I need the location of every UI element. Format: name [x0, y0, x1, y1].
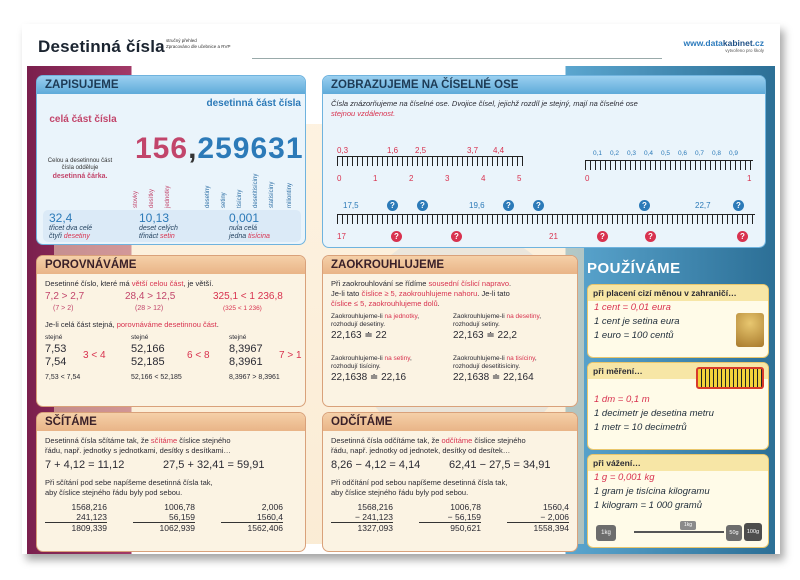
compare-2-note: (28 > 12) — [135, 305, 164, 312]
case-text: Zaokrouhlujeme-li — [331, 313, 385, 320]
site-suffix: .cz — [752, 38, 764, 48]
column-value: − 56,159 — [419, 512, 481, 523]
weight-icon: 50g — [726, 525, 742, 541]
column-calc — [45, 502, 107, 533]
site-link[interactable] — [684, 38, 764, 48]
group-2 — [131, 333, 221, 383]
panel-porovnavame — [36, 255, 306, 407]
numberline-fraction-ticks — [585, 160, 753, 170]
case-text: , — [417, 313, 420, 320]
card-line: 1 dm = 0,1 m — [594, 394, 650, 405]
example-text: jedna — [229, 233, 249, 240]
card-line: 1 g = 0,001 kg — [594, 472, 655, 483]
question-mark-icon: ? — [533, 200, 544, 211]
place-label: setiny — [221, 192, 227, 208]
case-text: , — [534, 355, 537, 362]
addition-column-rule: Při sčítání pod sebe napíšeme desetinná čísla tak, — [45, 478, 213, 487]
group-result: 3 < 4 — [83, 350, 106, 361]
numberline-long-label: 17,5 — [343, 201, 359, 210]
question-mark-icon: ? — [503, 200, 514, 211]
fraction-label: 0,1 — [593, 150, 603, 157]
case-text: , — [410, 355, 412, 362]
example-unit: tisícina — [248, 233, 270, 240]
column-value: 1006,78 — [164, 502, 195, 512]
fraction-label: 0,4 — [644, 150, 654, 157]
card-currency — [587, 284, 769, 358]
header — [38, 37, 768, 61]
addition-columns — [45, 502, 297, 544]
panel-pouzivame — [583, 260, 771, 550]
rule-highlight: číslice ≤ 5, zaokrouhlujeme dolů — [331, 299, 438, 308]
subtraction-rule — [331, 436, 569, 446]
rule-text: číslice stejného — [472, 436, 526, 445]
rule-text: Je-li tato — [331, 289, 362, 298]
example-text: čtyři — [49, 233, 64, 240]
fraction-label: 0,7 — [695, 150, 705, 157]
numberline-long-label: 22,7 — [695, 201, 711, 210]
example-number: 10,13 — [139, 211, 170, 225]
panel-zaokrouhlujeme — [322, 255, 578, 407]
subtraction-body — [323, 431, 577, 549]
compare-examples — [45, 292, 297, 320]
column-result: 950,621 — [450, 523, 481, 533]
rule-text: číslice stejného — [177, 436, 231, 445]
place-label: desítky — [149, 188, 155, 208]
column-result: 1327,093 — [357, 523, 393, 533]
numberline-label: 2,5 — [415, 146, 427, 155]
example-text: nula celá — [229, 225, 258, 232]
addition-body — [37, 431, 305, 549]
case-highlight: na desetiny — [506, 313, 540, 320]
column-result: 1062,939 — [159, 523, 195, 533]
numberline-long-integer: 17 — [337, 232, 346, 241]
rounding-case-1 — [331, 313, 449, 343]
card-line: 1 gram je tisícina kilogramu — [594, 486, 710, 497]
compare-3-note: (325 < 1 236) — [223, 305, 262, 312]
compare-1: 7,2 > 2,7 — [45, 291, 85, 302]
group-3 — [229, 333, 306, 383]
numberline-label: 3,7 — [467, 146, 479, 155]
group-value: 7,54 — [45, 356, 67, 368]
case-result: 22,163 ≐ 22 — [331, 330, 387, 341]
rule-2 — [45, 320, 297, 330]
example-2 — [139, 212, 178, 241]
rule-text: . — [216, 320, 219, 329]
panel-zobrazujeme — [322, 75, 766, 248]
rule-text: . Je-li tato — [477, 289, 510, 298]
question-mark-icon: ? — [391, 231, 402, 242]
numberline-integer: 0 — [337, 174, 342, 183]
numberline-integer: 2 — [409, 174, 414, 183]
group-value: 8,3967 — [229, 343, 263, 355]
panel-title: ZOBRAZUJEME NA ČÍSELNÉ OSE — [323, 76, 765, 94]
whole-part-label: celá část čísla — [49, 114, 117, 125]
rule-text: Desetinné číslo, které má — [45, 279, 132, 288]
panel-title: POROVNÁVÁME — [37, 256, 305, 274]
question-mark-icon: ? — [733, 200, 744, 211]
rounding-rule — [331, 279, 569, 289]
rounding-case-3 — [331, 355, 449, 385]
group-result: 7 > 1 — [279, 350, 302, 361]
place-label: tisíciny — [237, 189, 243, 208]
decimal-compare — [45, 333, 302, 395]
column-result: 1558,394 — [533, 523, 569, 533]
column-result: 1562,406 — [247, 523, 283, 533]
card-heading: při měření… — [588, 363, 768, 379]
example-3 — [229, 212, 270, 241]
worksheet — [22, 24, 780, 554]
fraction-label: 0,5 — [661, 150, 671, 157]
subtraction-column-rule: Při odčítání pod sebou napíšeme desetinná čísla tak, — [331, 478, 508, 487]
rounding-case-2 — [453, 313, 571, 343]
desc-line: stejnou vzdálenost. — [331, 109, 396, 118]
weight-icon: 1kg — [680, 521, 696, 530]
panel-odcitame — [322, 412, 578, 552]
question-mark-icon: ? — [597, 231, 608, 242]
column-result: 1809,339 — [71, 523, 107, 533]
example-text: třicet dva celé — [49, 225, 93, 232]
rule-highlight: větší celou část — [131, 279, 184, 288]
group-summary: 7,53 < 7,54 — [45, 374, 81, 381]
question-mark-icon: ? — [451, 231, 462, 242]
numberline-integer: 1 — [373, 174, 378, 183]
column-value: − 2,006 — [507, 512, 569, 523]
fraction-label: 0,9 — [729, 150, 739, 157]
case-result: 22,163 ≐ 22,2 — [453, 330, 517, 341]
example-text: deset celých — [139, 225, 178, 232]
numberline-label: 1,6 — [387, 146, 399, 155]
numberline-label: 4,4 — [493, 146, 505, 155]
decimal-part-label: desetinná část čísla — [206, 98, 301, 109]
rule-text: , je větší. — [183, 279, 214, 288]
same-label: stejné — [131, 334, 149, 341]
example-number: 0,001 — [229, 211, 260, 225]
compare-3: 325,1 < 1 236,8 — [213, 291, 283, 302]
fraction-label: 0,2 — [610, 150, 620, 157]
site-prefix: www.data — [683, 38, 723, 48]
case-result: 22,1638 ≐ 22,16 — [331, 372, 407, 383]
rounding-examples — [331, 313, 569, 401]
column-value: − 241,123 — [331, 512, 393, 523]
fraction-label: 0,3 — [627, 150, 637, 157]
page-title: Desetinná čísla — [38, 37, 165, 56]
addition-example: 7 + 4,12 = 11,12 — [45, 459, 125, 471]
column-calc — [331, 502, 393, 533]
rule-highlight: odčítáme — [441, 436, 473, 445]
rule-text: . — [437, 299, 440, 308]
rounding-body — [323, 274, 577, 406]
same-label: stejné — [229, 334, 247, 341]
scale-beam — [634, 531, 724, 533]
panel-title: ZAPISUJEME — [37, 76, 305, 94]
column-value: 2,006 — [261, 502, 283, 512]
case-text: rozhodují setiny. — [453, 321, 500, 328]
rule-highlight: sčítáme — [150, 436, 178, 445]
example-1 — [49, 212, 92, 241]
question-mark-icon: ? — [417, 200, 428, 211]
case-text: rozhodují desetiny. — [331, 321, 386, 328]
numberline-description — [323, 94, 765, 124]
addition-examples — [45, 460, 297, 478]
comma-note-bold: desetinná čárka. — [52, 173, 108, 180]
group-1 — [45, 333, 123, 383]
subtraction-examples — [331, 460, 569, 478]
case-text: rozhodují desetitisíciny. — [453, 363, 521, 370]
fraction-label: 0,8 — [712, 150, 722, 157]
case-text: , — [539, 313, 542, 320]
column-value: 1568,216 — [357, 502, 393, 512]
column-value: 1560,4 — [543, 502, 569, 512]
panel-scitame — [36, 412, 306, 552]
fraction-integer: 1 — [747, 174, 752, 183]
site-note: vytvořeno pro školy — [725, 48, 764, 53]
fraction-integer: 0 — [585, 174, 590, 183]
addition-rule — [45, 436, 297, 446]
card-line: 1 kilogram = 1 000 gramů — [594, 500, 702, 511]
rule-text: Při zaokrouhlování se řídíme — [331, 279, 429, 288]
numberline-ticks — [337, 156, 523, 166]
case-highlight: na setiny — [384, 355, 411, 362]
case-result: 22,1638 ≐ 22,164 — [453, 372, 534, 383]
addition-example: 27,5 + 32,41 = 59,91 — [163, 459, 265, 471]
examples-box — [43, 210, 301, 242]
column-value: 1006,78 — [450, 502, 481, 512]
compare-2: 28,4 > 12,5 — [125, 291, 176, 302]
desc-line: Čísla znázorňujeme na číselné ose. Dvojice čísel, jejichž rozdíl je stejný, mají na číselné ose — [331, 99, 638, 108]
subtraction-example: 62,41 − 27,5 = 34,91 — [449, 459, 551, 471]
numberline-long-ticks — [337, 214, 755, 224]
numberline-integer: 4 — [481, 174, 486, 183]
group-value: 52,166 — [131, 343, 165, 355]
numberline-integer: 5 — [517, 174, 522, 183]
big-number — [135, 132, 304, 166]
rule-text: . — [509, 279, 512, 288]
rule-1 — [45, 279, 297, 289]
coins-icon — [736, 313, 764, 347]
place-label: desetitisíciny — [253, 173, 259, 208]
decimal-comma: , — [188, 132, 198, 165]
compare-1-note: (7 > 2) — [53, 305, 74, 312]
card-heading: při vážení… — [588, 455, 768, 471]
group-summary: 8,3967 > 8,3961 — [229, 374, 280, 381]
card-line: 1 cent = 0,01 eura — [594, 302, 671, 313]
column-calc — [419, 502, 481, 533]
whole-digits: 156 — [135, 132, 189, 165]
column-calc — [133, 502, 195, 533]
panel-title: ODČÍTÁME — [323, 413, 577, 431]
panel-zapisujeme — [36, 75, 306, 245]
rounding-rule — [331, 299, 569, 309]
addition-rule: řádu, např. jednotky s jednotkami, desítky s desítkami… — [45, 446, 231, 455]
group-value: 7,53 — [45, 343, 67, 355]
question-mark-icon: ? — [639, 200, 650, 211]
case-highlight: na jednotky — [384, 313, 418, 320]
panel-title: POUŽÍVÁME — [587, 260, 681, 277]
addition-column-rule: aby číslice stejného řádu byly pod sebou. — [45, 488, 183, 497]
card-line: 1 cent je setina eura — [594, 316, 680, 327]
group-summary: 52,166 < 52,185 — [131, 374, 182, 381]
subtraction-column-rule: aby číslice stejného řádu byly pod sebou. — [331, 488, 469, 497]
case-highlight: na tisíciny — [506, 355, 535, 362]
panel-title: ZAOKROUHLUJEME — [323, 256, 577, 274]
rule-text: Desetinná čísla sčítáme tak, že — [45, 436, 151, 445]
subtraction-rule: řádu, např. jednotky od jednotek, desítky od desítek… — [331, 446, 511, 455]
rule-highlight: porovnáváme desetinnou část — [116, 320, 217, 329]
numberline-long-integer: 21 — [549, 232, 558, 241]
example-text: třináct — [139, 233, 161, 240]
header-divider — [252, 58, 662, 59]
rounding-rule — [331, 289, 569, 299]
question-mark-icon: ? — [737, 231, 748, 242]
same-label: stejné — [45, 334, 63, 341]
subtraction-columns — [331, 502, 569, 544]
place-label: miliontiny — [287, 182, 293, 208]
weight-icon: 100g — [744, 523, 762, 541]
case-text: rozhodují tisíciny. — [331, 363, 381, 370]
rounding-case-4 — [453, 355, 577, 385]
card-line: 1 euro = 100 centů — [594, 330, 674, 341]
panel-title: SČÍTÁME — [37, 413, 305, 431]
decimal-digits: 259631 — [197, 132, 304, 165]
group-value: 52,185 — [131, 356, 165, 368]
subtitle-line: Zpracováno dle učebnice a RVP — [166, 44, 231, 49]
subtitle-line: stručný přehled — [166, 38, 197, 43]
comma-note: Celou a desetinnou část čísla odděluje — [47, 158, 113, 171]
column-calc — [507, 502, 569, 533]
card-line: 1 decimetr je desetina metru — [594, 408, 714, 419]
column-value: 56,159 — [133, 512, 195, 523]
column-value: 1560,4 — [221, 512, 283, 523]
numberline-long-label: 19,6 — [469, 201, 485, 210]
case-text: Zaokrouhlujeme-li — [331, 355, 385, 362]
card-line: 1 metr = 10 decimetrů — [594, 422, 687, 433]
example-number: 32,4 — [49, 211, 73, 225]
rule-highlight: číslice ≥ 5, zaokrouhlujeme nahoru — [361, 289, 478, 298]
place-label: jednotky — [165, 185, 171, 208]
card-weighing — [587, 454, 769, 548]
column-value: 1568,216 — [71, 502, 107, 512]
case-text: Zaokrouhlujeme-li — [453, 313, 507, 320]
column-value: 241,123 — [45, 512, 107, 523]
card-measuring — [587, 362, 769, 450]
scale-icon — [594, 521, 764, 545]
place-label: statisíciny — [269, 181, 275, 208]
question-mark-icon: ? — [387, 200, 398, 211]
example-unit: desetiny — [63, 233, 90, 240]
card-heading: při placení cizí měnou v zahraničí… — [588, 285, 768, 301]
fraction-label: 0,6 — [678, 150, 688, 157]
question-mark-icon: ? — [645, 231, 656, 242]
place-label: desetiny — [205, 185, 211, 208]
case-text: Zaokrouhlujeme-li — [453, 355, 507, 362]
numberline-label: 0,3 — [337, 146, 349, 155]
group-value: 8,3961 — [229, 356, 263, 368]
column-calc — [221, 502, 283, 533]
compare-body — [37, 274, 305, 400]
group-result: 6 < 8 — [187, 350, 210, 361]
tape-measure-icon — [696, 367, 764, 389]
example-unit: setin — [160, 233, 175, 240]
header-subtitle — [166, 38, 286, 50]
subtraction-example: 8,26 − 4,12 = 4,14 — [331, 459, 421, 471]
place-label: stovky — [133, 190, 139, 208]
rule-text: Je-li celá část stejná, — [45, 320, 117, 329]
weight-icon: 1kg — [596, 525, 616, 541]
rule-text: Desetinná čísla odčítáme tak, že — [331, 436, 442, 445]
site-bold: kabinet — [722, 38, 753, 48]
numberline-integer: 3 — [445, 174, 450, 183]
rule-highlight: sousední číslicí napravo — [428, 279, 510, 288]
